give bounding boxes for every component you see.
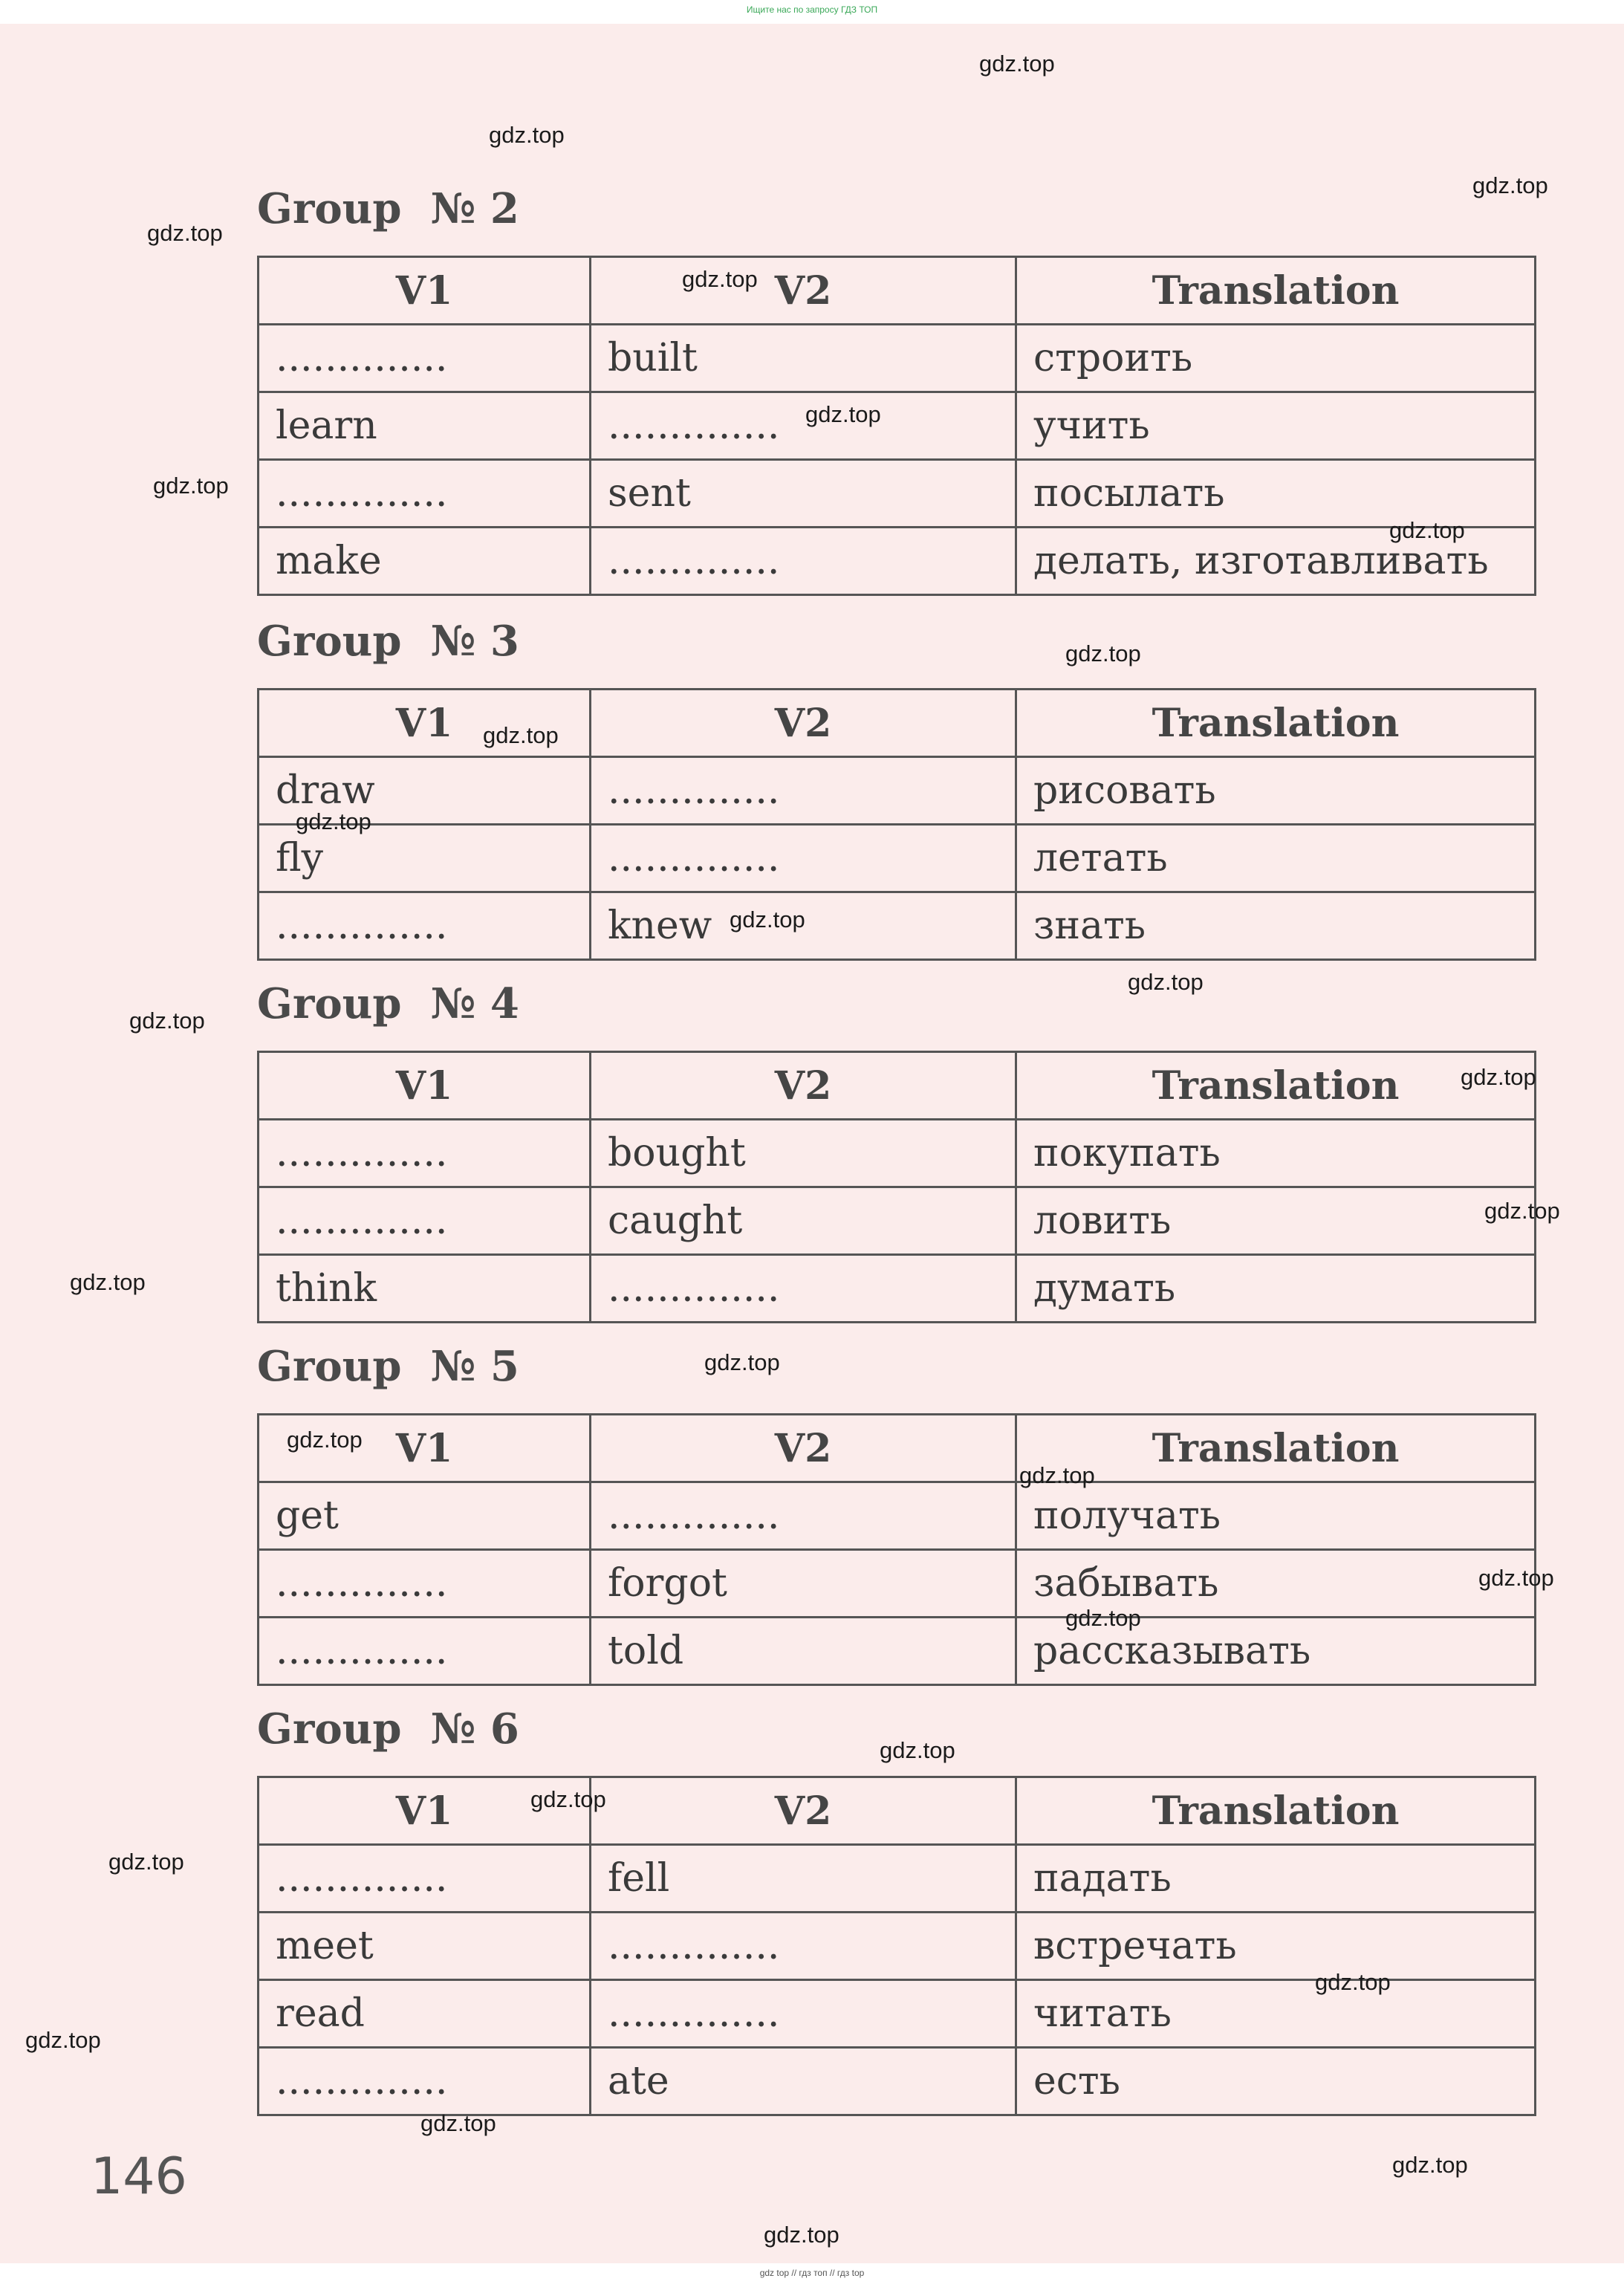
cell-v1: make: [259, 528, 591, 595]
cell-v1: fly: [259, 825, 591, 892]
cell-translation: делать, изготавливать: [1016, 528, 1536, 595]
cell-v2: ..............: [591, 528, 1016, 595]
group-5-heading: Group № 5: [257, 1342, 519, 1391]
cell-v2: ..............: [591, 392, 1016, 460]
cell-v1: meet: [259, 1913, 591, 1980]
table-header-row: [259, 1052, 1536, 1120]
cell-translation: покупать: [1016, 1120, 1536, 1187]
table-row: [259, 1618, 1536, 1685]
header-v2: V2: [591, 1777, 1016, 1845]
watermark: gdz.top: [1065, 1605, 1141, 1631]
group-4-heading: Group № 4: [257, 979, 519, 1028]
cell-v2: told: [591, 1618, 1016, 1685]
watermark: gdz.top: [730, 906, 805, 932]
footer-note: gdz top // гдз топ // гдз top: [759, 2268, 865, 2278]
cell-v1: ..............: [259, 460, 591, 528]
watermark: gdz.top: [682, 266, 758, 292]
table-row: [259, 2048, 1536, 2115]
group-6-table: [257, 1776, 1536, 2116]
header-v2: V2: [591, 690, 1016, 757]
watermark: gdz.top: [1478, 1565, 1554, 1591]
watermark: gdz.top: [1484, 1198, 1560, 1224]
cell-v2: ..............: [591, 1980, 1016, 2048]
cell-translation: читать: [1016, 1980, 1536, 2048]
cell-v1: ..............: [259, 1845, 591, 1913]
table-header-row: [259, 1415, 1536, 1482]
cell-v1: ..............: [259, 2048, 591, 2115]
table-row: [259, 1482, 1536, 1550]
cell-v2: ..............: [591, 1913, 1016, 1980]
watermark: gdz.top: [287, 1427, 363, 1453]
cell-v2: ate: [591, 2048, 1016, 2115]
watermark: gdz.top: [489, 122, 565, 148]
cell-translation: строить: [1016, 325, 1536, 392]
header-v1: V1: [259, 690, 591, 757]
table-row: [259, 1845, 1536, 1913]
cell-v2: ..............: [591, 1482, 1016, 1550]
cell-v1: draw: [259, 757, 591, 825]
group-4-table: [257, 1051, 1536, 1323]
watermark: gdz.top: [147, 220, 223, 246]
watermark: gdz.top: [1389, 517, 1465, 543]
table-header-row: [259, 1777, 1536, 1845]
watermark: gdz.top: [1472, 172, 1548, 198]
group-2-heading: Group № 2: [257, 184, 519, 233]
watermark: gdz.top: [805, 401, 881, 427]
cell-translation: забывать: [1016, 1550, 1536, 1618]
table-row: [259, 1120, 1536, 1187]
header-v1: V1: [259, 257, 591, 325]
table-row: [259, 325, 1536, 392]
table-row: [259, 757, 1536, 825]
cell-v1: ..............: [259, 1550, 591, 1618]
group-6-heading: Group № 6: [257, 1704, 519, 1754]
watermark: gdz.top: [1065, 640, 1141, 666]
cell-v1: think: [259, 1255, 591, 1323]
table-header-row: [259, 257, 1536, 325]
header-v2: V2: [591, 257, 1016, 325]
header-v2: V2: [591, 1052, 1016, 1120]
watermark: gdz.top: [296, 808, 371, 834]
watermark: gdz.top: [483, 722, 559, 748]
table-row: [259, 1255, 1536, 1323]
cell-v2: forgot: [591, 1550, 1016, 1618]
header-translation: Translation: [1016, 1777, 1536, 1845]
cell-v2: sent: [591, 460, 1016, 528]
table-row: [259, 1187, 1536, 1255]
cell-translation: посылать: [1016, 460, 1536, 528]
group-3-table: [257, 688, 1536, 961]
cell-translation: есть: [1016, 2048, 1536, 2115]
table-row: [259, 892, 1536, 960]
header-v2: V2: [591, 1415, 1016, 1482]
cell-translation: учить: [1016, 392, 1536, 460]
cell-translation: рисовать: [1016, 757, 1536, 825]
cell-translation: встречать: [1016, 1913, 1536, 1980]
header-translation: Translation: [1016, 257, 1536, 325]
cell-v2: fell: [591, 1845, 1016, 1913]
cell-v2: caught: [591, 1187, 1016, 1255]
page-number: 146: [91, 2147, 187, 2206]
table-row: [259, 528, 1536, 595]
group-2-table: [257, 256, 1536, 596]
watermark: gdz.top: [979, 51, 1055, 77]
cell-translation: думать: [1016, 1255, 1536, 1323]
header-v1: V1: [259, 1052, 591, 1120]
watermark: gdz.top: [1315, 1969, 1391, 1995]
header-translation: Translation: [1016, 1052, 1536, 1120]
cell-translation: ловить: [1016, 1187, 1536, 1255]
cell-v1: read: [259, 1980, 591, 2048]
group-3-heading: Group № 3: [257, 617, 519, 666]
cell-translation: летать: [1016, 825, 1536, 892]
cell-v1: ..............: [259, 892, 591, 960]
watermark: gdz.top: [1461, 1064, 1536, 1090]
group-5-table: [257, 1413, 1536, 1686]
watermark: gdz.top: [1128, 969, 1204, 995]
watermark: gdz.top: [764, 2222, 839, 2248]
header-translation: Translation: [1016, 1415, 1536, 1482]
cell-v1: ..............: [259, 1120, 591, 1187]
watermark: gdz.top: [25, 2027, 101, 2053]
cell-v1: ..............: [259, 1618, 591, 1685]
cell-v1: ..............: [259, 325, 591, 392]
watermark: gdz.top: [129, 1008, 205, 1034]
top-search-note: Ищите нас по запросу ГДЗ ТОП: [746, 4, 878, 15]
cell-v2: bought: [591, 1120, 1016, 1187]
cell-v1: learn: [259, 392, 591, 460]
watermark: gdz.top: [704, 1349, 780, 1375]
cell-v2: built: [591, 325, 1016, 392]
cell-translation: знать: [1016, 892, 1536, 960]
table-header-row: [259, 690, 1536, 757]
cell-translation: получать: [1016, 1482, 1536, 1550]
header-translation: Translation: [1016, 690, 1536, 757]
watermark: gdz.top: [153, 473, 229, 499]
header-v1: V1: [259, 1415, 591, 1482]
table-row: [259, 460, 1536, 528]
watermark: gdz.top: [530, 1786, 606, 1812]
cell-v2: knew: [591, 892, 1016, 960]
cell-v2: ..............: [591, 825, 1016, 892]
watermark: gdz.top: [1392, 2152, 1468, 2178]
watermark: gdz.top: [70, 1269, 146, 1295]
watermark: gdz.top: [420, 2110, 496, 2136]
cell-translation: рассказывать: [1016, 1618, 1536, 1685]
table-row: [259, 1550, 1536, 1618]
header-v1: V1: [259, 1777, 591, 1845]
cell-translation: падать: [1016, 1845, 1536, 1913]
table-row: [259, 392, 1536, 460]
cell-v2: ..............: [591, 1255, 1016, 1323]
table-row: [259, 825, 1536, 892]
watermark: gdz.top: [1019, 1462, 1095, 1488]
cell-v1: ..............: [259, 1187, 591, 1255]
watermark: gdz.top: [108, 1849, 184, 1875]
watermark: gdz.top: [880, 1737, 955, 1763]
cell-v1: get: [259, 1482, 591, 1550]
cell-v2: ..............: [591, 757, 1016, 825]
